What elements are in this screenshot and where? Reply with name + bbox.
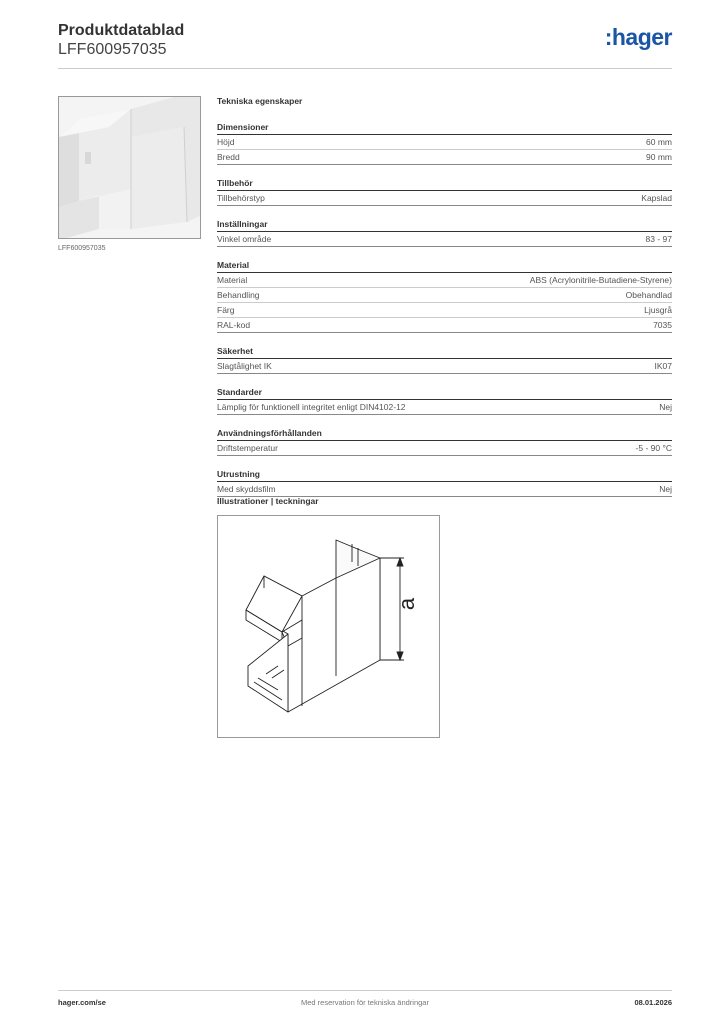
spec-group-title: Material [217,260,672,273]
spec-group-title: Dimensioner [217,122,672,135]
spec-label: Behandling [217,290,260,300]
spec-label: RAL-kod [217,320,251,330]
spec-value: ABS (Acrylonitrile-Butadiene-Styrene) [529,275,672,285]
spec-group-operating-conditions [217,428,672,456]
spec-row [217,303,672,318]
spec-label: Bredd [217,152,240,162]
spec-value: 60 mm [646,137,672,147]
spec-group-safety [217,346,672,374]
spec-row [217,400,672,415]
spec-value: 83 - 97 [645,234,672,244]
spec-value: 90 mm [646,152,672,162]
header-divider [58,68,672,69]
spec-label: Lämplig för funktionell integritet enligt DIN4102-12 [217,402,406,412]
technical-specs [217,96,672,497]
document-date: 08.01.2026 [634,998,672,1007]
product-photo [58,96,201,239]
spec-group-title: Standarder [217,387,672,400]
spec-group-dimensions [217,122,672,165]
document-header [58,22,672,59]
spec-label: Driftstemperatur [217,443,278,453]
page-title: Produktdatablad [58,22,185,39]
product-code: LFF600957035 [58,41,167,58]
website-link[interactable]: hager.com/se [58,998,106,1007]
spec-value: -5 - 90 °C [635,443,672,453]
spec-group-settings [217,219,672,247]
spec-value: 7035 [653,320,672,330]
spec-row [217,232,672,247]
spec-label: Tillbehörstyp [217,193,265,203]
spec-value: Nej [659,484,672,494]
specs-title: Tekniska egenskaper [217,96,303,106]
spec-group-title: Användningsförhållanden [217,428,672,441]
spec-row [217,135,672,150]
spec-row [217,359,672,374]
spec-group-standards [217,387,672,415]
spec-row [217,482,672,497]
spec-value: Kapslad [641,193,672,203]
spec-group-title: Inställningar [217,219,672,232]
spec-group-title: Tillbehör [217,178,672,191]
spec-row [217,318,672,333]
spec-value: IK07 [654,361,672,371]
footer-divider [58,990,672,991]
spec-label: Material [217,275,248,285]
spec-label: Färg [217,305,235,315]
technical-drawing [217,515,440,738]
spec-group-accessories [217,178,672,206]
spec-group-title: Säkerhet [217,346,672,359]
spec-value: Ljusgrå [644,305,672,315]
hager-logo: :hager [604,24,672,50]
spec-label: Slagtålighet IK [217,361,272,371]
spec-group-equipment [217,469,672,497]
spec-row [217,150,672,165]
spec-row [217,441,672,456]
spec-value: Nej [659,402,672,412]
spec-label: Vinkel område [217,234,272,244]
spec-label: Höjd [217,137,235,147]
spec-row [217,288,672,303]
spec-group-title: Utrustning [217,469,672,482]
spec-row [217,273,672,288]
spec-label: Med skyddsfilm [217,484,276,494]
spec-row [217,191,672,206]
spec-group-material [217,260,672,333]
dimension-label: a [394,597,419,611]
product-photo-caption: LFF600957035 [58,245,106,252]
footer-disclaimer: Med reservation för tekniska ändringar [301,998,429,1007]
illustrations-title: Illustrationer | teckningar [217,496,319,506]
spec-value: Obehandlad [625,290,672,300]
